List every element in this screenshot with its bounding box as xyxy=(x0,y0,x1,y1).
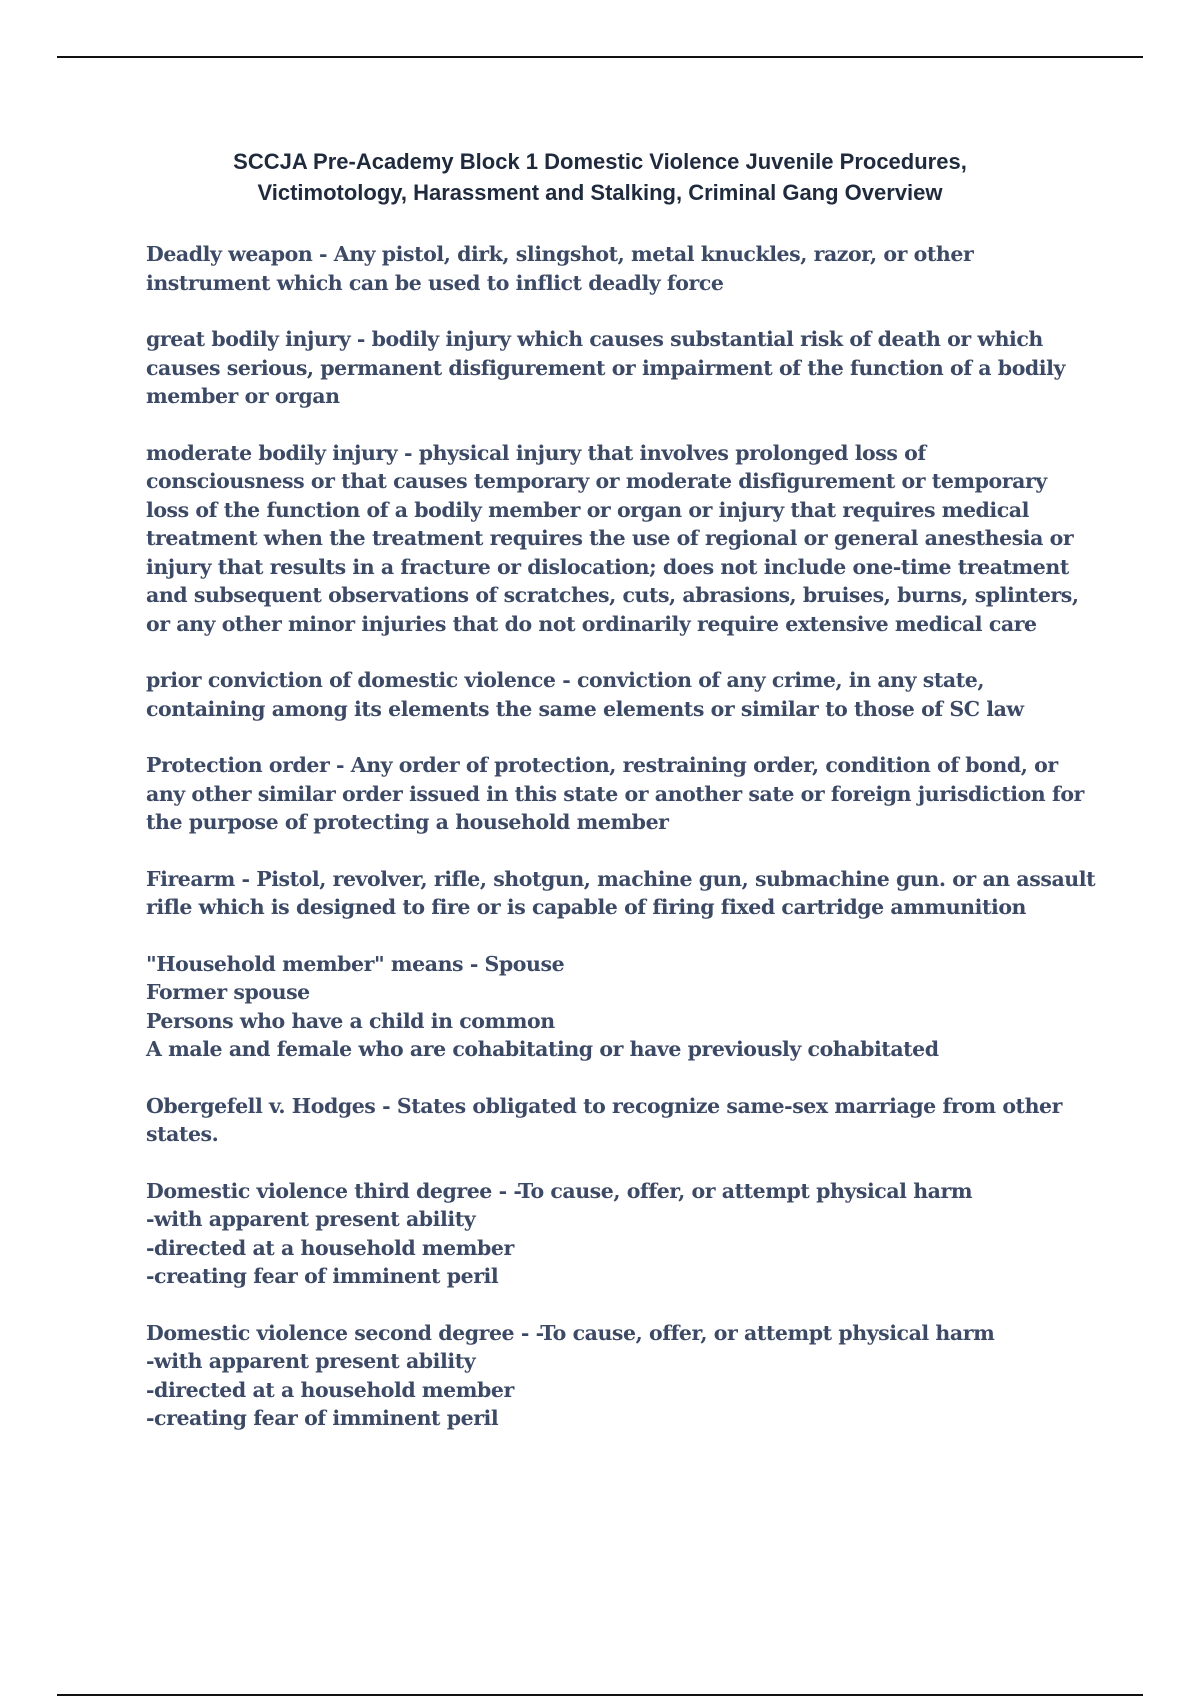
entry-line: or any other minor injuries that do not ordinarily require extensive medical care xyxy=(146,611,1037,636)
entry-obergefell xyxy=(146,1092,1146,1149)
entry-line: Former spouse xyxy=(146,980,310,1004)
entry-prior-conviction xyxy=(146,666,1146,723)
entry-line: prior conviction of domestic violence - conviction of any crime, in any state, xyxy=(146,668,985,692)
document-body xyxy=(146,240,1146,1461)
entry-line: Domestic violence second degree - -To cause, offer, or attempt physical harm xyxy=(146,1320,995,1345)
title-line-2: Victimotology, Harassment and Stalking, Criminal Gang Overview xyxy=(257,180,943,205)
entry-line: Domestic violence third degree - -To cause, offer, or attempt physical harm xyxy=(146,1178,973,1203)
entry-line: -directed at a household member xyxy=(146,1377,514,1402)
entry-line: -directed at a household member xyxy=(146,1235,514,1260)
entry-line: containing among its elements the same elements or similar to those of SC law xyxy=(146,696,1024,721)
entry-line: -with apparent present ability xyxy=(146,1207,476,1231)
bottom-divider xyxy=(57,1694,1143,1696)
top-divider xyxy=(57,56,1143,58)
entry-line: moderate bodily injury - physical injury that involves prolonged loss of xyxy=(146,440,926,465)
entry-line: "Household member" means - Spouse xyxy=(146,951,565,976)
entry-line: great bodily injury - bodily injury which causes substantial risk of death or which xyxy=(146,327,1043,351)
entry-line: member or organ xyxy=(146,384,340,408)
entry-line: states. xyxy=(146,1122,219,1146)
entry-line: instrument which can be used to inflict deadly force xyxy=(146,270,724,295)
entry-line: Firearm - Pistol, revolver, rifle, shotgun, machine gun, submachine gun. or an assault xyxy=(146,866,1096,891)
entry-line: Obergefell v. Hodges - States obligated to recognize same-sex marriage from other xyxy=(146,1093,1062,1118)
entry-line: -with apparent present ability xyxy=(146,1349,476,1373)
entry-line: injury that results in a fracture or dislocation; does not include one-time treatment xyxy=(146,554,1069,579)
entry-dv-second-degree xyxy=(146,1319,1146,1433)
document-title xyxy=(120,146,1080,208)
entry-line: Protection order - Any order of protection, restraining order, condition of bond, or xyxy=(146,753,1058,777)
entry-protection-order xyxy=(146,751,1146,837)
entry-line: Persons who have a child in common xyxy=(146,1008,555,1033)
entry-line: loss of the function of a bodily member or organ or injury that requires medical xyxy=(146,497,1029,522)
entry-line: the purpose of protecting a household member xyxy=(146,810,669,834)
entry-household-member xyxy=(146,950,1146,1064)
entry-line: treatment when the treatment requires the use of regional or general anesthesia or xyxy=(146,526,1074,550)
entry-firearm xyxy=(146,865,1146,922)
entry-line: any other similar order issued in this state or another sate or foreign jurisdiction for xyxy=(146,781,1084,806)
entry-line: -creating fear of imminent peril xyxy=(146,1264,499,1288)
entry-line: rifle which is designed to fire or is capable of firing fixed cartridge ammunition xyxy=(146,895,1026,919)
entry-great-bodily-injury xyxy=(146,325,1146,411)
entry-moderate-bodily-injury xyxy=(146,439,1146,639)
entry-dv-third-degree xyxy=(146,1177,1146,1291)
entry-line: -creating fear of imminent peril xyxy=(146,1406,499,1430)
entry-line: Deadly weapon - Any pistol, dirk, slingshot, metal knuckles, razor, or other xyxy=(146,242,974,266)
entry-line: A male and female who are cohabitating or have previously cohabitated xyxy=(146,1037,939,1061)
entry-line: and subsequent observations of scratches, cuts, abrasions, bruises, burns, splinters, xyxy=(146,583,1079,607)
entry-line: consciousness or that causes temporary or moderate disfigurement or temporary xyxy=(146,469,1047,493)
entry-line: causes serious, permanent disfigurement or impairment of the function of a bodily xyxy=(146,355,1065,380)
entry-deadly-weapon xyxy=(146,240,1146,297)
title-line-1: SCCJA Pre-Academy Block 1 Domestic Violence Juvenile Procedures, xyxy=(233,149,967,174)
